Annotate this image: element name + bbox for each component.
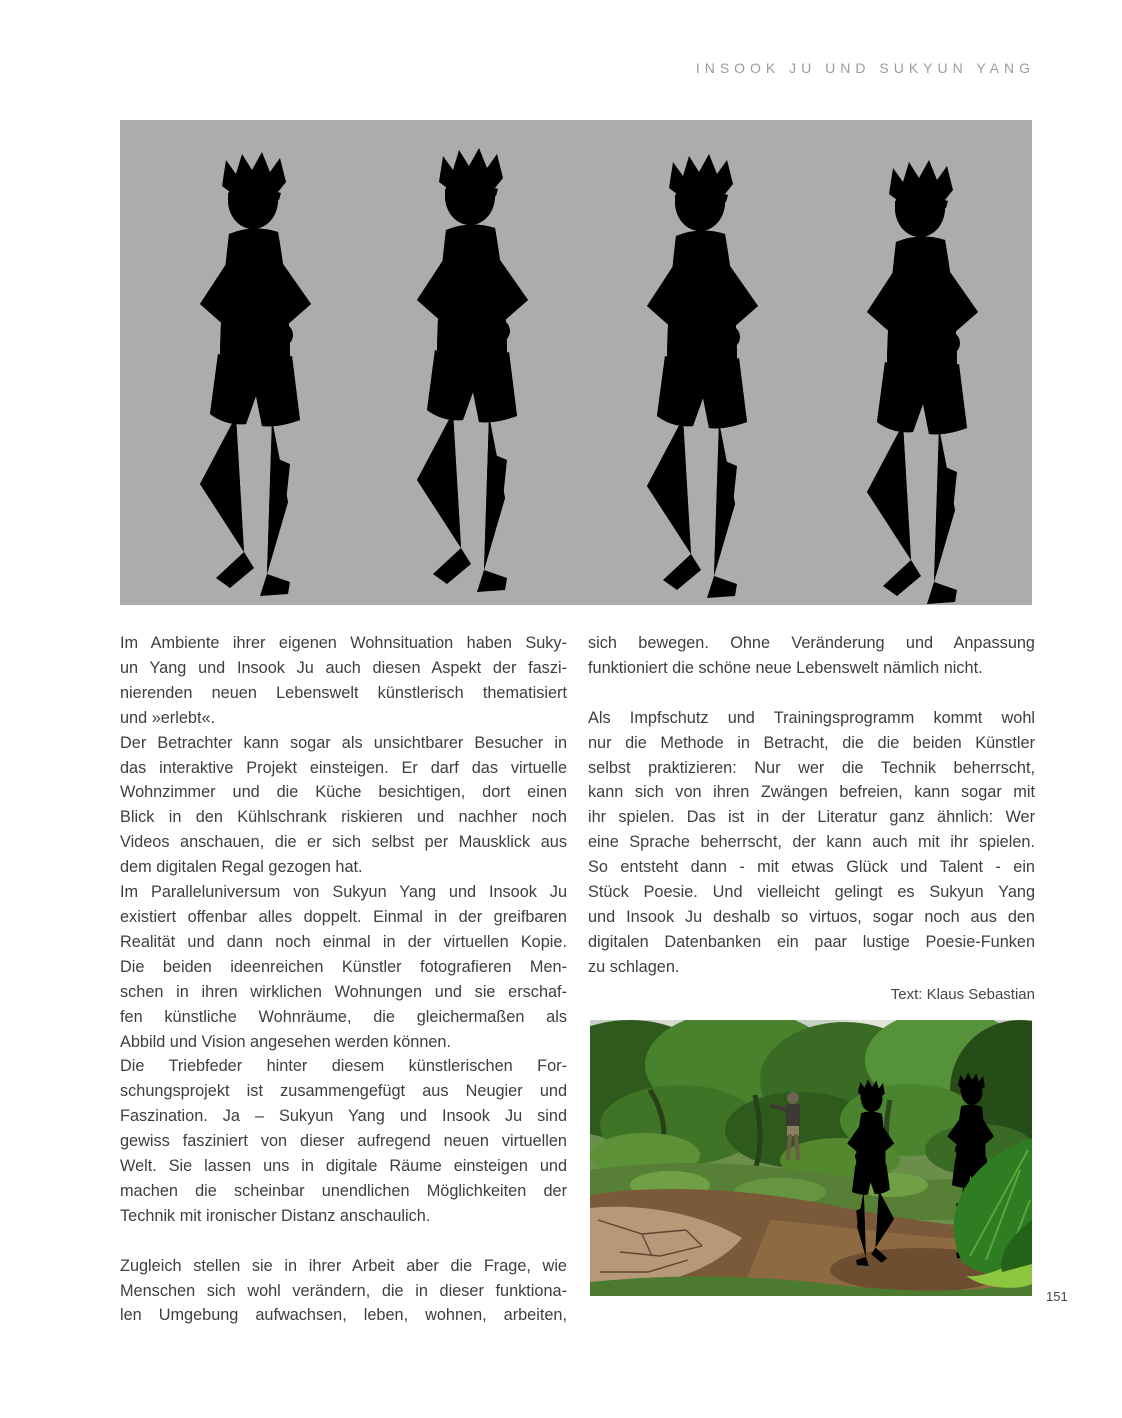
plantation-image (590, 1020, 1032, 1296)
text-line: machen die scheinbar unendlichen Möglichkeiten der (120, 1181, 567, 1200)
article-column-left (120, 631, 567, 1328)
text-line: Realität und dann noch einmal in der virtuellen Kopie. (120, 932, 567, 951)
paragraph (120, 631, 567, 731)
plantation-illustration (590, 1020, 1032, 1296)
article-column-right-blocks (588, 631, 1035, 980)
text-line: Videos anschauen, die er sich selbst per Mausklick aus (120, 833, 567, 852)
paragraph (588, 631, 1035, 681)
text-line: Im Paralleluniversum von Sukyun Yang und Insook Ju (120, 883, 567, 902)
text-line: schungsprojekt ist zusammengefügt aus Neugier und (120, 1082, 567, 1101)
text-line: digitalen Datenbanken ein paar lustige Poesie-Funken (588, 932, 1035, 951)
text-line: Im Ambiente ihrer eigenen Wohnsituation haben Suky- (120, 634, 567, 652)
text-line: Als Impfschutz und Trainingsprogramm kommt wohl (588, 708, 1035, 727)
text-line: existiert offenbar alles doppelt. Einmal in der greifbaren (120, 907, 567, 926)
text-line: funktioniert die schöne neue Lebenswelt nämlich nicht. (588, 658, 983, 677)
text-line: sich bewegen. Ohne Veränderung und Anpassung (588, 634, 1035, 652)
text-line: nierenden neuen Lebenswelt künstlerisch thematisiert (120, 683, 567, 702)
text-line: Die beiden ideenreichen Künstler fotografieren Men- (120, 957, 567, 976)
text-line: schen in ihren wirklichen Wohnungen und sie erschaf- (120, 982, 567, 1001)
text-line: Faszination. Ja – Sukyun Yang und Insook Ju sind (120, 1107, 567, 1126)
hero-image-render-stages (120, 120, 1032, 605)
paragraph (120, 731, 567, 880)
text-line: nur die Methode in Betracht, die die beiden Künstler (588, 733, 1035, 752)
text-line: ihr spielen. Das ist in der Literatur ganz ähnlich: Wer (588, 808, 1035, 827)
text-line: Menschen sich wohl verändern, die in dieser funktiona- (120, 1281, 567, 1300)
text-line: fen künstliche Wohnräume, die gleichermaßen als (120, 1007, 567, 1026)
running-header: INSOOK JU UND SUKYUN YANG (695, 60, 1035, 76)
text-line: Zugleich stellen sie in ihrer Arbeit aber die Frage, wie (120, 1256, 567, 1275)
text-line: Stück Poesie. Und vielleicht gelingt es Sukyun Yang (588, 883, 1035, 902)
paragraph (588, 706, 1035, 980)
text-line: kann sich von ihren Zwängen befreien, kann sogar mit (588, 783, 1035, 802)
page-number: 151 (1046, 1289, 1068, 1304)
text-line: das interaktive Projekt einsteigen. Er darf das virtuelle (120, 758, 567, 777)
text-line: Blick in den Kühlschrank riskieren und nachher noch (120, 808, 567, 827)
text-line: Wohnzimmer und die Küche besichtigen, dort einen (120, 783, 567, 802)
text-line: zu schlagen. (588, 957, 680, 976)
paragraph (120, 1254, 567, 1329)
text-line: Welt. Sie lassen uns in digitale Räume einsteigen und (120, 1157, 567, 1176)
text-line: Abbild und Vision angesehen werden können. (120, 1032, 452, 1051)
text-line: Die Triebfeder hinter diesem künstlerischen For- (120, 1057, 567, 1076)
text-line: und »erlebt«. (120, 708, 216, 727)
paragraph (120, 1054, 567, 1228)
text-line: Technik mit ironischer Distanz anschaulich. (120, 1206, 431, 1225)
paragraph (120, 880, 567, 1054)
text-line: gewiss fasziniert von dieser aufregend neuen virtuellen (120, 1132, 567, 1151)
text-line: und Insook Ju deshalb so virtuos, sogar noch aus den (588, 907, 1035, 926)
article-column-right (588, 631, 1035, 1008)
author-credit: Text: Klaus Sebastian (890, 985, 1035, 1003)
text-line: un Yang und Insook Ju auch diesen Aspekt der faszi- (120, 658, 567, 677)
text-line: So entsteht dann - mit etwas Glück und Talent - ein (588, 858, 1035, 877)
text-line: eine Sprache beherrscht, der kann auch mit ihr spielen. (588, 833, 1035, 852)
running-figures-illustration (120, 120, 1032, 605)
text-line: dem digitalen Regal gezogen hat. (120, 858, 363, 877)
text-line: Der Betrachter kann sogar als unsichtbarer Besucher in (120, 733, 567, 752)
text-line: selbst praktizieren: Nur wer die Technik beherrscht, (588, 758, 1035, 777)
text-line: len Umgebung aufwachsen, leben, wohnen, arbeiten, (120, 1306, 567, 1325)
